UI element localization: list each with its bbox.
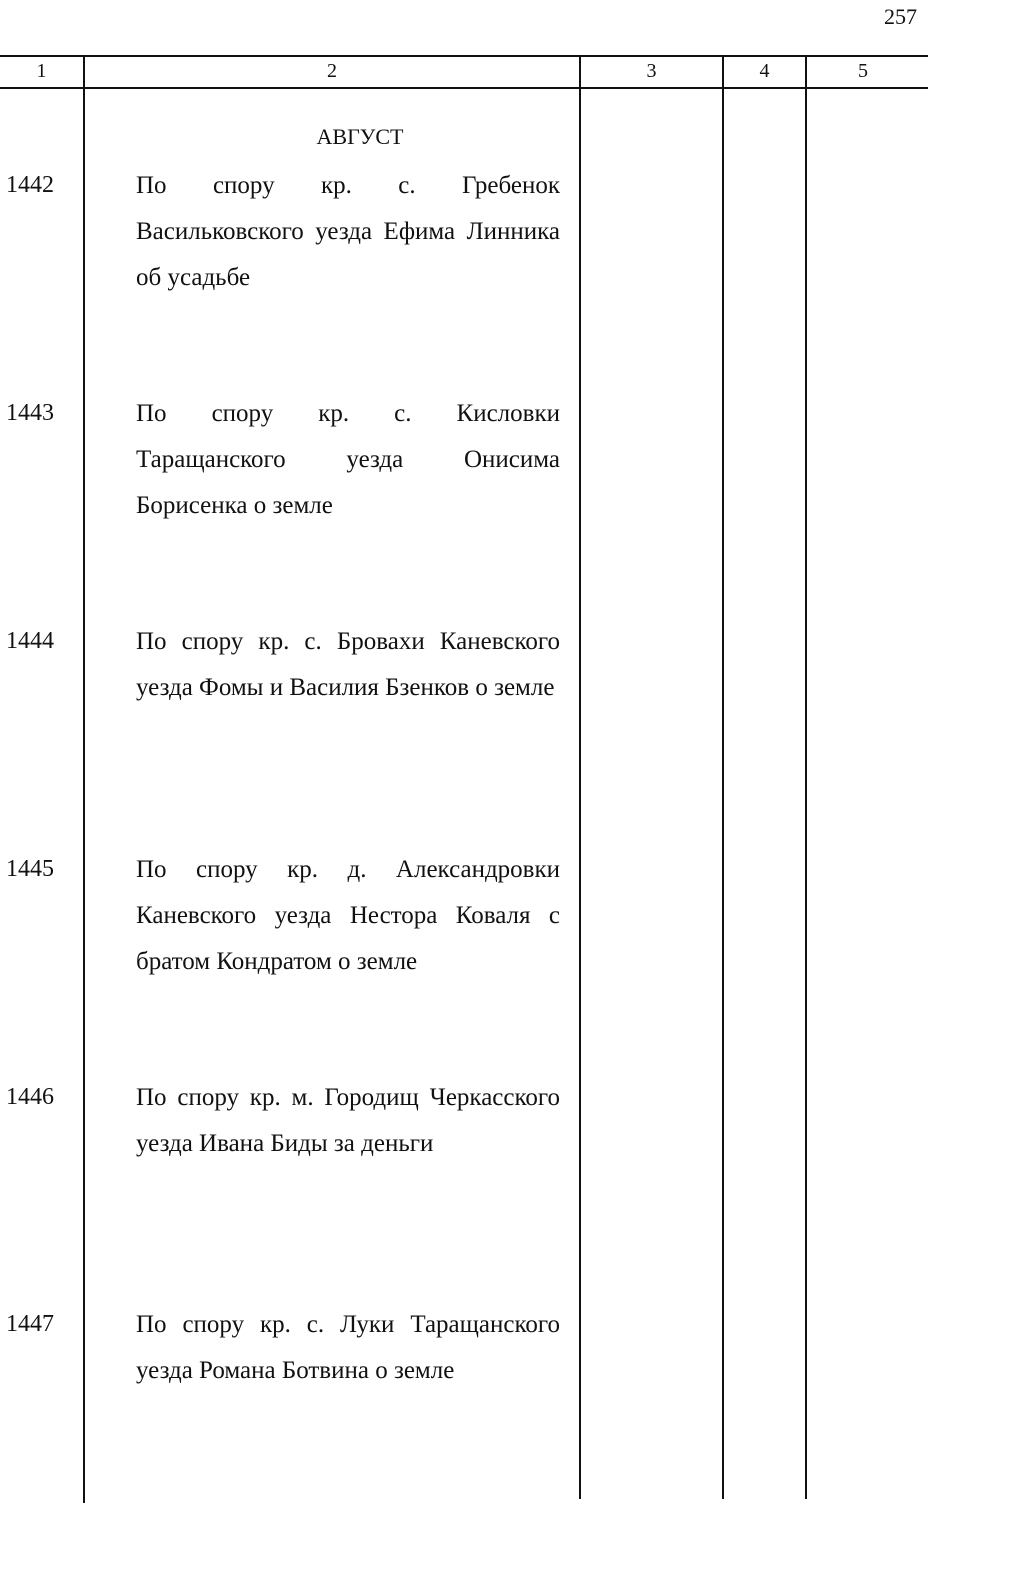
entry-number: 1443 <box>6 400 54 426</box>
column-divider-4 <box>805 57 807 1499</box>
column-divider-3 <box>722 57 724 1499</box>
entry-description: По спору кр. с. Кисловки Таращанского уезда Онисима Борисенка о земле <box>136 400 560 519</box>
entry-description: По спору кр. с. Луки Таращанского уезда Романа Ботвина о земле <box>136 1311 560 1384</box>
entry-description: По спору кр. с. Гребенок Васильковского уезда Ефима Линника об усадьбе <box>136 172 560 291</box>
table-header-rule <box>0 87 928 89</box>
entry-description: По спору кр. м. Городищ Черкасского уезда Ивана Биды за деньги <box>136 1084 560 1157</box>
column-header-3: 3 <box>646 60 657 82</box>
table-top-rule <box>0 55 928 57</box>
entry-number: 1446 <box>6 1084 54 1110</box>
entry-description: По спору кр. с. Бровахи Каневского уезда Фомы и Василия Бзенков о земле <box>136 628 560 701</box>
entry-description: По спору кр. д. Александровки Каневского уезда Нестора Коваля с братом Кондратом о земле <box>136 856 560 975</box>
entry-number: 1442 <box>6 172 54 198</box>
month-heading: АВГУСТ <box>316 124 404 149</box>
column-divider-2 <box>579 57 581 1499</box>
entry-number: 1444 <box>6 628 54 654</box>
column-header-1: 1 <box>36 60 47 82</box>
column-header-4: 4 <box>759 60 770 82</box>
entry-number: 1447 <box>6 1311 54 1337</box>
entry-number: 1445 <box>6 856 54 882</box>
column-divider-1 <box>83 57 85 1503</box>
page-number: 257 <box>884 4 917 29</box>
column-header-2: 2 <box>327 60 337 82</box>
column-header-5: 5 <box>858 60 868 82</box>
